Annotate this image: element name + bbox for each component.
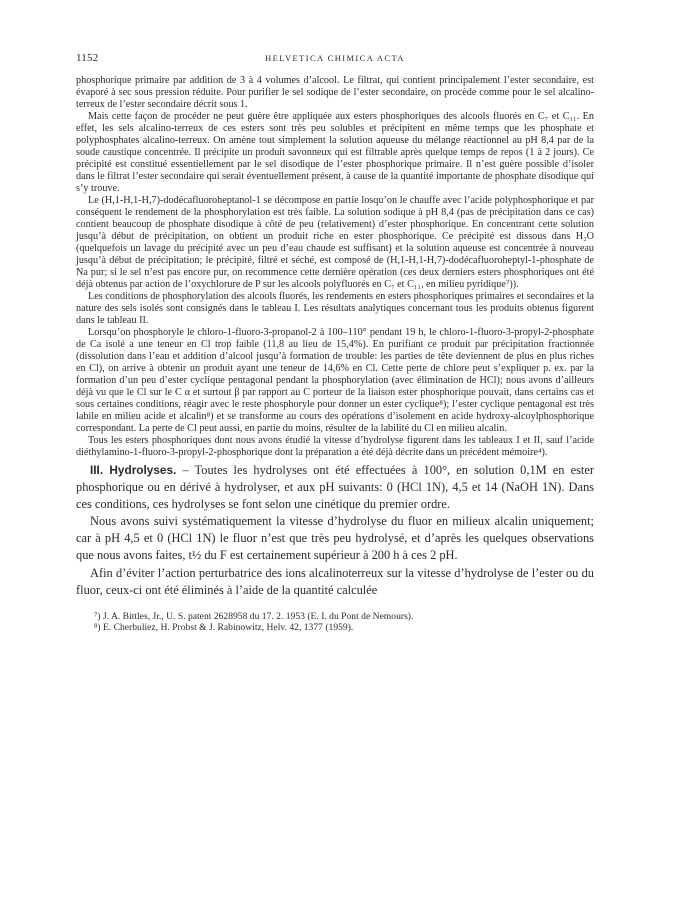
footnote: ⁸) E. Cherbuliez, H. Probst & J. Rabinowitz, Helv. 42, 1377 (1959).	[94, 622, 354, 634]
paragraph: Les conditions de phosphorylation des alcools fluorés, les rendements en esters phosphoriques primaires et secondaires et la nature des sels isolés sont consignés dans le tableau I. Les résultats analytiques concernant tous les produits obtenus figurent dans le tableau II.	[76, 291, 594, 326]
section-text: – Toutes les hydrolyses ont été effectuées à 100°, en solution 0,1M en ester phosphorique ou en dérivé à hydrolyser, et aux pH suivants: 0 (HCl 1N), 4,5 et 14 (NaOH 1N). Dans ces conditions, ces hydrolyses se font selon une cinétique du premier ordre.	[76, 463, 594, 512]
paragraph: phosphorique primaire par addition de 3 à 4 volumes d’alcool. Le filtrat, qui contient principalement l’ester secondaire, est évaporé à sec sous pression réduite. Pour purifier le sel sodique de l’ester secondaire, on procède comme pour le sel alcalino-terreux de l’ester secondaire décrit sous 1.	[76, 75, 594, 110]
paragraph: Nous avons suivi systématiquement la vitesse d’hydrolyse du fluor en milieux alcalin uniquement; car à pH 4,5 et 0 (HCl 1N) le fluor n’est que très peu hydrolysé, et d’après les quelques observations que nous avons faites, t½ du F est certainement supérieur à 200 h à ces 2 pH.	[76, 514, 594, 563]
paragraph: Tous les esters phosphoriques dont nous avons étudié la vitesse d’hydrolyse figurent dans les tableaux I et II, sauf l’acide diéthylamino-1-fluoro-3-propyl-2-phosphorique dont la préparation a été déjà décrite dans un précédent mémoire⁴).	[76, 435, 594, 458]
page	[76, 52, 594, 634]
main-text	[76, 462, 594, 599]
paragraph: Mais cette façon de procéder ne peut guère être appliquée aux esters phosphoriques des alcools fluorés en C₇ et C₁₁. En effet, les sels alcalino-terreux de ces esters sont très peu solubles et précipitent en même temps que les phosphate et polyphosphates alcalino-terreux. On amène tout simplement la solution aqueuse du mélange réactionnel au pH 8,4 par de la soude caustique concentrée. Il précipite un produit savonneux qui est filtrable après quelque temps de repos (1 à 2 jours). Ce précipité est constitué essentiellement par le sel disodique de l’ester phosphorique primaire. Il n’est guère possible d’isoler dans le filtrat l’ester secondaire qui serait éventuellement présent, à cause de la quantité importante de phosphate disodique qui s’y trouve.	[76, 111, 594, 194]
section-heading: III. Hydrolyses.	[90, 463, 177, 477]
paragraph: Le (H,1-H,1-H,7)-dodécafluoroheptanol-1 se décompose en partie losqu’on le chauffe avec l’acide polyphosphorique et par conséquent le rendement de la phosphorylation est très faible. La solution sodique à pH 8,4 (pas de précipitation dans ce cas) contient beaucoup de phosphate disodique à côté de peu (relativement) d’ester phosphorique. En concentrant cette solution jusqu’à début de précipitation, on obtient un produit riche en ester phosphorique. Ce précipité est dissous dans H₂O (quelquefois un lavage du précipité avec un peu d’eau chaude est suffisant) et la solution aqueuse est concentrée à nouveau jusqu’à début de précipitation; le précipité, filtré et séché, est composé de (H,1-H,1-H,7)-dodécafluoroheptyl-1-phosphate de Na pur; si le sel n’est pas encore pur, on recommence cette dernière opération (ces deux derniers esters phosphoriques ont été déjà obtenus par action de l’oxychlorure de P sur les alcools polyfluorés en C₇ et C₁₁, en milieu pyridique⁷)).	[76, 195, 594, 290]
footnote: ⁷) J. A. Bittles, Jr., U. S. patent 2628958 du 17. 2. 1953 (E. I. du Pont de Nemours).	[94, 610, 414, 622]
section-paragraph	[76, 462, 594, 513]
running-header	[76, 52, 594, 66]
paragraph: Lorsqu’on phosphoryle le chloro-1-fluoro-3-propanol-2 à 100–110° pendant 19 h, le chloro-1-fluoro-3-propyl-2-phosphate de Ca isolé a une teneur en Cl trop faible (11,8 au lieu de 15,4%). En purifiant ce produit par précipitation fractionnée (dissolution dans l’eau et addition d’alcool jusqu’à formation de trouble: les parties de tête deviennent de plus en plus riches en Cl), on arrive à obtenir un produit ayant une teneur de 14,6% en Cl. Cette perte de chlore peut s’expliquer p. ex. par la formation d’un peu d’ester cyclique pentagonal pendant la phosphorylation (avec élimination de HCl); nous avons d’ailleurs déjà vu que le Cl sur le C α et surtout β par rapport au C porteur de la liaison ester phosphorique pouvait, dans certains cas et sous certaines conditions, réagir avec le reste phosphoryle pour donner un ester cyclique⁸); l’ester cyclique pentagonal est très labile en milieu acide et alcalin⁸) et se transforme au cours des opérations d’isolement en acide hydroxy-alcoylphosphorique correspondant. La perte de Cl peut aussi, en partie du moins, résulter de la labilité du Cl en milieu alcalin.	[76, 327, 594, 434]
experimental-text	[76, 75, 594, 459]
footnotes	[76, 611, 594, 634]
paragraph: Afin d’éviter l’action perturbatrice des ions alcalinoterreux sur la vitesse d’hydrolyse de l’ester ou du fluor, ceux-ci ont été éliminés à l’aide de la quantité calculée	[76, 565, 594, 597]
journal-title: HELVETICA CHIMICA ACTA	[265, 53, 405, 63]
page-number: 1152	[76, 52, 99, 64]
